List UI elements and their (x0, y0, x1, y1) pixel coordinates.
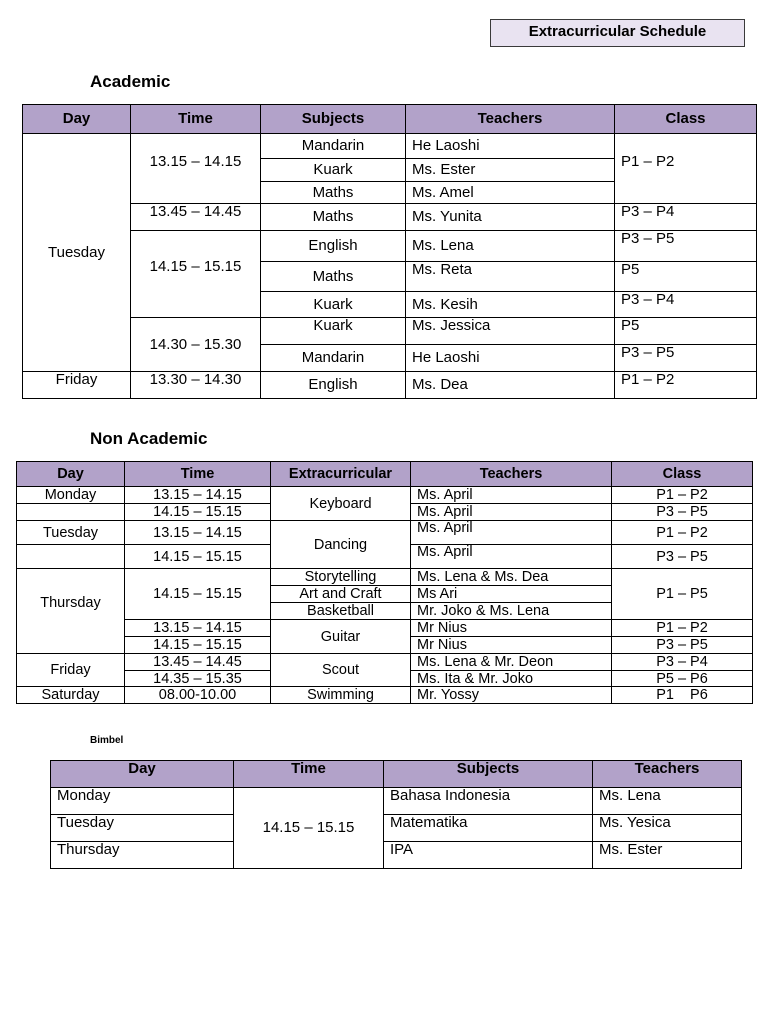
table-row (51, 842, 742, 869)
subject-cell: IPA (384, 842, 593, 869)
teacher-cell: Ms. Dea (406, 372, 615, 399)
day-cell: Thursday (17, 569, 125, 654)
activity-cell: Basketball (271, 603, 411, 620)
subject-cell: Matematika (384, 815, 593, 842)
class-cell: P3 – P4 (612, 654, 753, 671)
table-row (17, 654, 753, 671)
class-cell: P3 – P5 (615, 231, 757, 262)
time-cell: 14.35 – 15.35 (125, 671, 271, 687)
header-extracurricular: Extracurricular (271, 462, 411, 487)
table-row (17, 620, 753, 637)
subject-cell: Maths (261, 262, 406, 292)
table-header-row (51, 761, 742, 788)
day-cell: Friday (23, 372, 131, 399)
teacher-cell: Ms. Lena (406, 231, 615, 262)
header-time: Time (131, 105, 261, 134)
teacher-cell: Ms. April (411, 487, 612, 504)
teacher-cell: Ms. April (411, 521, 612, 545)
time-cell: 14.15 – 15.15 (131, 231, 261, 318)
teacher-cell: Ms. Reta (406, 262, 615, 292)
time-cell: 13.15 – 14.15 (125, 620, 271, 637)
header-day: Day (17, 462, 125, 487)
header-day: Day (23, 105, 131, 134)
table-row (23, 318, 757, 345)
class-cell: P3 – P4 (615, 292, 757, 318)
day-cell: Saturday (17, 687, 125, 704)
day-cell: Thursday (51, 842, 234, 869)
teacher-cell: Ms. Ita & Mr. Joko (411, 671, 612, 687)
class-cell: P1 – P5 (612, 569, 753, 620)
time-cell: 08.00-10.00 (125, 687, 271, 704)
bimbel-heading: Bimbel (90, 735, 124, 746)
subject-cell: Kuark (261, 292, 406, 318)
table-row (23, 134, 757, 159)
header-teachers: Teachers (406, 105, 615, 134)
subject-cell: Mandarin (261, 134, 406, 159)
day-cell: Friday (17, 654, 125, 687)
table-row (17, 521, 753, 545)
teacher-cell: Ms. Kesih (406, 292, 615, 318)
time-cell: 14.15 – 15.15 (125, 504, 271, 521)
header-time: Time (234, 761, 384, 788)
activity-cell: Scout (271, 654, 411, 687)
activity-cell: Swimming (271, 687, 411, 704)
teacher-cell: Ms. Lena & Ms. Dea (411, 569, 612, 586)
header-day: Day (51, 761, 234, 788)
class-cell: P3 – P5 (612, 637, 753, 654)
teacher-cell: Ms Ari (411, 586, 612, 603)
teacher-cell: He Laoshi (406, 345, 615, 372)
table-row (51, 815, 742, 842)
subject-cell: Maths (261, 182, 406, 204)
class-cell: P3 – P5 (612, 504, 753, 521)
teacher-cell: Ms. Ester (406, 159, 615, 182)
time-cell: 13.15 – 14.15 (131, 134, 261, 204)
class-cell: P3 – P5 (615, 345, 757, 372)
table-row (23, 204, 757, 231)
time-cell: 13.15 – 14.15 (125, 521, 271, 545)
header-teachers: Teachers (593, 761, 742, 788)
activity-cell: Art and Craft (271, 586, 411, 603)
class-cell: P1 P6 (612, 687, 753, 704)
class-cell: P1 – P2 (612, 521, 753, 545)
header-subjects: Subjects (261, 105, 406, 134)
non-academic-table (16, 461, 753, 704)
class-cell: P3 – P4 (615, 204, 757, 231)
subject-cell: Bahasa Indonesia (384, 788, 593, 815)
table-row (17, 687, 753, 704)
teacher-cell: Ms. Yunita (406, 204, 615, 231)
header-class: Class (615, 105, 757, 134)
teacher-cell: Mr Nius (411, 637, 612, 654)
subject-cell: Kuark (261, 159, 406, 182)
header-class: Class (612, 462, 753, 487)
day-cell: Monday (51, 788, 234, 815)
header-subjects: Subjects (384, 761, 593, 788)
time-cell: 13.15 – 14.15 (125, 487, 271, 504)
class-cell: P1 – P2 (612, 620, 753, 637)
subject-cell: Maths (261, 204, 406, 231)
teacher-cell: Ms. Amel (406, 182, 615, 204)
table-row (17, 569, 753, 586)
table-header-row (23, 105, 757, 134)
time-cell: 14.15 – 15.15 (125, 569, 271, 620)
teacher-cell: Ms. Lena & Mr. Deon (411, 654, 612, 671)
activity-cell: Guitar (271, 620, 411, 654)
day-cell-empty (17, 504, 125, 521)
class-cell: P1 – P2 (615, 134, 757, 204)
activity-cell: Keyboard (271, 487, 411, 521)
academic-table (22, 104, 757, 399)
teacher-cell: Ms. Jessica (406, 318, 615, 345)
activity-cell: Dancing (271, 521, 411, 569)
class-cell: P5 (615, 262, 757, 292)
subject-cell: Kuark (261, 318, 406, 345)
table-row (17, 487, 753, 504)
subject-cell: Mandarin (261, 345, 406, 372)
non-academic-heading: Non Academic (90, 429, 208, 448)
day-cell: Tuesday (23, 134, 131, 372)
header-time: Time (125, 462, 271, 487)
header-teachers: Teachers (411, 462, 612, 487)
class-cell: P5 – P6 (612, 671, 753, 687)
time-cell: 13.30 – 14.30 (131, 372, 261, 399)
teacher-cell: Ms. Ester (593, 842, 742, 869)
day-cell-empty (17, 545, 125, 569)
class-cell: P1 – P2 (612, 487, 753, 504)
time-cell: 14.30 – 15.30 (131, 318, 261, 372)
class-cell: P5 (615, 318, 757, 345)
table-row (23, 372, 757, 399)
bimbel-table (50, 760, 742, 869)
table-header-row (17, 462, 753, 487)
day-cell: Tuesday (51, 815, 234, 842)
day-cell: Monday (17, 487, 125, 504)
time-cell: 13.45 – 14.45 (125, 654, 271, 671)
teacher-cell: Ms. Yesica (593, 815, 742, 842)
teacher-cell: Ms. April (411, 504, 612, 521)
time-cell: 14.15 – 15.15 (125, 545, 271, 569)
time-cell: 13.45 – 14.45 (131, 204, 261, 231)
activity-cell: Storytelling (271, 569, 411, 586)
subject-cell: English (261, 231, 406, 262)
teacher-cell: Ms. Lena (593, 788, 742, 815)
day-cell: Tuesday (17, 521, 125, 545)
subject-cell: English (261, 372, 406, 399)
time-cell: 14.15 – 15.15 (125, 637, 271, 654)
document-title: Extracurricular Schedule (490, 19, 745, 47)
table-row (51, 788, 742, 815)
teacher-cell: Mr. Joko & Ms. Lena (411, 603, 612, 620)
table-row (23, 231, 757, 262)
teacher-cell: Mr Nius (411, 620, 612, 637)
teacher-cell: Mr. Yossy (411, 687, 612, 704)
time-cell: 14.15 – 15.15 (234, 788, 384, 869)
teacher-cell: Ms. April (411, 545, 612, 569)
academic-heading: Academic (90, 72, 171, 91)
class-cell: P1 – P2 (615, 372, 757, 399)
teacher-cell: He Laoshi (406, 134, 615, 159)
class-cell: P3 – P5 (612, 545, 753, 569)
